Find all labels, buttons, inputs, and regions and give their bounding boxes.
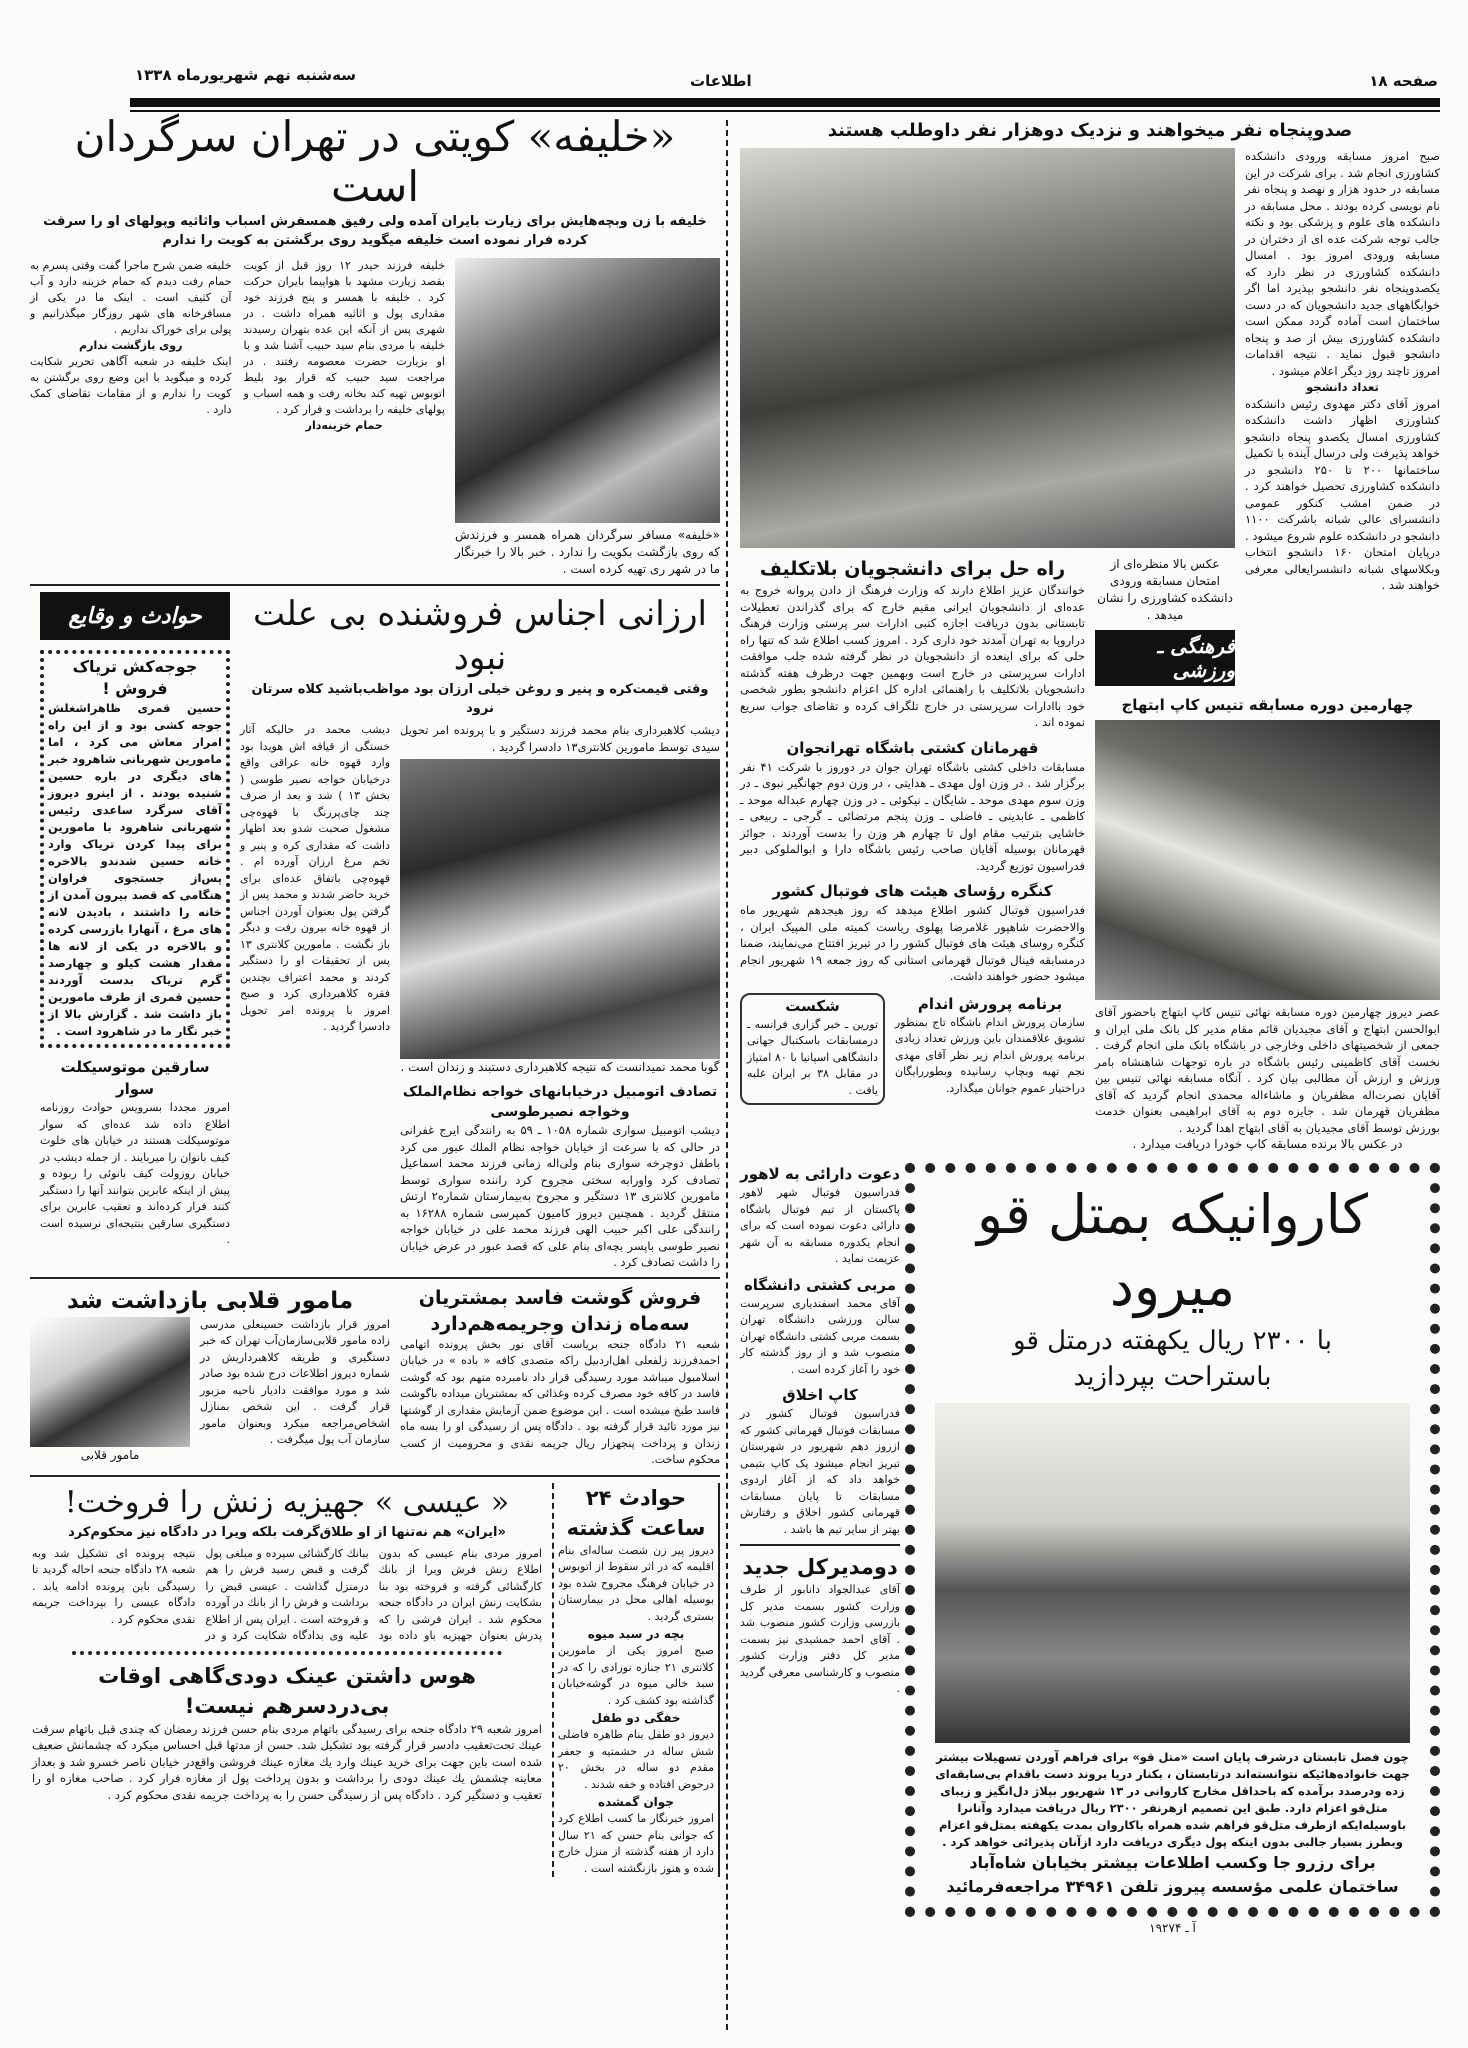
bodybuilding-defeat-row bbox=[740, 993, 1085, 1106]
khalifa-body bbox=[30, 258, 445, 434]
tennis-body: عصر دیروز چهارمین دوره مسابقه نهائی تنیس کاپ ابتهاج باحضور آقای ابوالحسن ابتهاج و آقای مجیدیان قائم مقام مدیر کل بانک ملی ایران و جمعی از شخصیتهای داخلی وخارجی در باشگاه بانک ملی انجام گرفت . نخست آقای کاظمینی رئیس باشگاه در باره توجهات شاهنشاه بامر ورزش و ارزش آن مطالبی بیان کرد . آنگاه مسابقه نهائی تنیس بین آقایان نصرت‌اله مظفریان و ماشاءاله محمدی انجام گردید که آقای مظفریان قهرمان شد . جایزه دوم به آقای ابراهیمی بعنوان خدمت بورزش توسط آقای مجیدیان به آقای ابتهاج اهدا گردید . bbox=[1095, 1005, 1440, 1135]
defeat-headline: شکست bbox=[785, 996, 840, 1015]
arrested-photo-caption: گوبا محمد نمیدانست که نتیجه کلاهبرداری دستبند و زندان است . bbox=[400, 1060, 720, 1074]
news-24h-body1: صبح امروز یکی از مامورین کلانتری ۲۱ جنازه نوزادی را که در سبد خالی میوه در گوشه‌خیابان گذاشته بود کشف کرد . bbox=[558, 1644, 714, 1707]
cheap-goods-body: دیشب محمد در حالیکه آثار خستگی از قیافه اش هویدا بود وارد قهوه خانه عراقی واقع درخیابان خواجه نصیر طوسی ( بخش ۱۳ ) شد و بعد از صرف چند چای‌پررنگ با قهوه‌چی مشغول صحبت شدو بعد اظهار داشت که مقداری کره و پنیر و تخم مرغ ارزان آورده ام . قهوه‌چی باتفاق عده‌ای برای خرید حاضر شدند و محمد پس از گرفتن پول بعنوان آوردن اجناس از قهوه خانه بیرون رفت و دیگر باز نگشت . مامورین کلانتری ۱۳ پس از تحقیقات او را دستگیر کردند و محمد اعتراف بچندین فقره کلاهبرداری کرد و صبح امروز با پرونده امر تحویل دادسرا گردید . bbox=[240, 723, 390, 1033]
divider bbox=[72, 1651, 502, 1655]
caption-banner-stack bbox=[1095, 556, 1235, 686]
motel-ghu-advertisement bbox=[905, 1163, 1440, 1917]
news-24h-headline: حوادث ۲۴ ساعت گذشته bbox=[566, 1485, 706, 1540]
university-subhead: تعداد دانشجو bbox=[1306, 380, 1379, 394]
eisa-body: امروز مردی بنام عیسی که بدون اطلاع زنش فرش ویرا از بانك کارگشائی گرفته و فروخته بود بنا بشکایت زنش ایران در دادگاه جنحه محکوم شد . ایران فرشی را که پدرش بعنوان جهیزیه باو داده بود ببانك کارگشائی سپرده و مبلغی پول گرفت و قبض رسید فرش را هم درمنزل گذاشت . عیسی قبض را برداشت و فرش را از بانك در آورده و فروخته است . ایران پس از اطلاع علیه وی بدادگاه شکایت کرد و در نتیجه پرونده ای تشکیل شد وبه شعبه ۲۸ دادگاه جنحه احاله گردید تا رسیدگی باین پرونده ادامه یابد . دادگاه عیسی را بپرداخت جریمه نقدی محکوم کرد . bbox=[32, 1546, 542, 1642]
khalifa-family-photo bbox=[455, 258, 720, 523]
opium-box bbox=[40, 650, 230, 1048]
news-24h-column bbox=[552, 1483, 720, 1878]
divider bbox=[30, 1475, 720, 1477]
tennis-headline: چهارمین دوره مسابقه تنیس کاپ ابتهاج bbox=[1121, 696, 1414, 714]
events-row bbox=[30, 592, 720, 1271]
fake-agent-content bbox=[30, 1317, 390, 1464]
tennis-caption: در عکس بالا برنده مسابقه کاپ خودرا دریافت میدارد . bbox=[1132, 1137, 1403, 1151]
left-half bbox=[30, 112, 720, 1877]
upper-right-grid bbox=[740, 148, 1440, 1153]
moto-thieves-body: امروز مجددا بسرویس حوادث روزنامه اطلاع داده شد عده‌ای که سوار موتوسیکلت هستند در خیابان های خلوت کیف بانوان را میربایند . از جمله دیشب در خیابان روزولت کیف بانوئی را ربوده و پیش از اینکه عابرین بتوانند آنها را دستگیر کنند فرار کرده‌اند و تعقیب عابرین برای دستگیری سارقین بنتیجه‌ای نرسیده است . bbox=[40, 1101, 230, 1246]
students-headline: راه حل برای دانشجویان بلاتکلیف bbox=[759, 558, 1066, 580]
ad-code: آ ـ ۱۹۲۷۴ bbox=[1149, 1921, 1196, 1935]
tennis-section bbox=[1095, 694, 1440, 1153]
eisa-headline: « عیسی » جهیزیه زنش را فروخت! bbox=[64, 1484, 510, 1520]
university-article bbox=[1245, 148, 1440, 594]
news-24h-body: دیروز پیر زن شصت ساله‌ای بنام اقلیمه که در اثر سقوط از اتوبوس در خیابان فرهنگ مجروح شده بود بوسیله اهالی محل در بیمارستان بستری گردید . bbox=[558, 1543, 714, 1623]
sunglasses-body: امروز شعبه ۲۹ دادگاه جنحه برای رسیدگی باتهام مردی بنام حسن فرزند رمضان که چندی قبل باتهام سرقت عینك تحت‌تعقیب دادسر قرار گرفته بود تشکیل شد. حسن از مدتها قبل احساس میکرد که چشمانش ضعیف شده است باین جهت برای خرید عینك وارد یك مغازه عینك فروشی واقع‌در خیابان ناصر خسرو شد و بعداز معاینه چشمش یك عینك دودی را برداشت و بدون پرداخت پول از مغازه فرار کرد . صاحب مغازه او را تعقیب و دستگیر کرد . دادگاه پس از رسیدگی حسن را به پرداخت جریمه نقدی محکوم کرد . bbox=[32, 1721, 542, 1802]
column-divider bbox=[726, 120, 728, 2030]
cheap-goods-columns bbox=[240, 722, 720, 1271]
lahore-headline: دعوت دارائی به لاهور bbox=[740, 1165, 900, 1183]
directors-body: آقای عبدالجواد دانابور از طرف وزارت کشور بسمت مدیر کل بازرسی وزارت کشور منصوب شد . آقای احمد جمشیدی نیز بسمت مدیر کل دفتر وزارت کشور منصوب و کارشناسی معرفی گردید . bbox=[740, 1583, 900, 1695]
bodybuilding-headline: برنامه پرورش اندام bbox=[917, 994, 1063, 1013]
ad-contact-line1: برای رزرو جا وکسب اطلاعات بیشتر بخیابان شاه‌آباد bbox=[969, 1853, 1376, 1872]
fake-agent-section bbox=[30, 1285, 390, 1464]
eisa-glasses-stack bbox=[32, 1483, 542, 1804]
defeat-box bbox=[740, 993, 885, 1106]
coach-body: آقای محمد اسفندیاری سرپرست سالن ورزشی دانشگاه تهران بسمت مربی کشتی دانشگاه تهران منصوب شد و از روز گذشته کار خود را آغاز کرده است . bbox=[740, 1296, 900, 1376]
university-headline: صدوپنجاه نفر میخواهند و نزدیک دوهزار نفر داوطلب هستند bbox=[827, 120, 1353, 141]
page-number: صفحه ۱۸ bbox=[1369, 72, 1438, 90]
khalifa-subhead: خلیفه با زن وبچه‌هایش برای زیارت بایران آمده ولی رفیق همسفرش اسباب واثاثیه وپولهای او را سرقت کرده فرار نموده است خلیفه میگوید روی برگشتن به کویت را ندارم bbox=[43, 214, 707, 248]
khalifa-body2: خلیفه ضمن شرح ماجرا گفت وقتی پسرم به حمام رفت دیدم که حمام خزینه دارد و آب آن کثیف است . اینک ما در یکی از مسافرخانه های شهر روزگار میگذرانیم و پولی برای خوراک نداریم . bbox=[30, 259, 232, 336]
ad-subhead-rest: باستراحت بپردازید bbox=[1073, 1362, 1272, 1392]
ethics-cup-headline: کاپ اخلاق bbox=[782, 1386, 858, 1404]
lahore-body: فدراسیون فوتبال شهر لاهور پاکستان از تیم فوتبال باشگاه دارائی دعوت نموده است که برای انجام یکدوره مسابقه به آن شهر عزیمت نماید . bbox=[740, 1186, 900, 1265]
meat-agent-row bbox=[30, 1285, 720, 1469]
right-half bbox=[740, 118, 1440, 1935]
cheap-goods-headline: ارزانی اجناس فروشنده بی علت نبود bbox=[253, 594, 707, 678]
issue-date: سه‌شنبه نهم شهریورماه ۱۳۳۸ bbox=[135, 66, 356, 84]
fake-agent-photo bbox=[30, 1317, 190, 1447]
khalifa-subhead-return: روی بازگشت ندارم bbox=[79, 339, 183, 352]
news-24h-sub1: بچه در سبد میوه bbox=[587, 1627, 685, 1641]
khalifa-subhead-bath: حمام خزینه‌دار bbox=[305, 419, 383, 432]
opium-headline: جوجه‌کش تریاک فروش ! bbox=[72, 657, 198, 698]
wrestling-body: مسابقات داخلی کشتی باشگاه تهران جوان در دوروز با شرکت ۴۱ نفر برگزار شد . در وزن اول مهدی ـ هدایتی ، در وزن دوم جهانگیر نبوی ـ در وزن سوم مهدی موحد ـ شایگان ـ نیکوئی ـ در وزن چهارم عبداله موحد ـ کاظمی ـ عابدینی ـ فاضلی ـ وزن پنجم مرتضائی ـ گرجی ـ ربیعی ـ خاشایی بترتیب مقام اول تا چهارم هر وزن را بدست آوردند . جوائز قهرمانان بوسیله آقایان صاحب رئیس باشگاه دارا و ابوالملوکی دبیر فدراسیون توزیع گردید. bbox=[740, 759, 1085, 873]
advertisement-column bbox=[905, 1163, 1440, 1935]
news-24h-sub2: خفگی دو طفل bbox=[591, 1711, 681, 1725]
khalifa-body-text: خلیفه فرزند حیدر ۱۲ روز قبل از کویت بقصد زیارت مشهد با هواپیما بایران حرکت کرد . خلیفه با همسر و پنج فرزند خود مقداری پول و اثاثیه همراه داشت . در شهری پس از آنکه این عده بتهران رسیدند خلیفه با مردی بنام سید حبیب آشنا شد و با او بزیارت حضرت معصومه رفتند . در مراجعت سید حبیب که قرار بود بلیط اتوبوس تهیه کند بخانه رفت و همه اسباب و پولهای خلیفه را برداشت و فرار کرد . bbox=[243, 259, 445, 416]
khalifa-body3: اینک خلیفه در شعبه آگاهی تحریر شکایت کرده و میگوید با این وضع روی برگشتن به کویت را ندارم و از مقامات تقاضای کمک دارد . bbox=[30, 355, 232, 416]
small-sports-column bbox=[740, 1163, 900, 1698]
cheap-goods-lead: دیشب کلاهبرداری بنام محمد فرزند دستگیر و با پرونده امر تحویل سیدی توسط مامورین کلانتری۱۳ دادسرا گردید . bbox=[400, 723, 720, 754]
defeat-body: تورین ـ خبر گزاری فرانسه ـ درمسابقات باسکتبال جهانی دانشگاهی اسپانیا با ۸۰ امتیاز در مقابل ۳۸ بر ایران غلبه یافت . bbox=[747, 1017, 878, 1097]
ad-contact-line2: ساختمان علمی مؤسسه پیروز تلفن ۳۴۹۶۱ مراجعه‌فرمائید bbox=[946, 1877, 1399, 1896]
fake-agent-photo-caption: مامور قلابی bbox=[80, 1447, 140, 1462]
sunglasses-headline: هوس داشتن عینک دودی‌گاهی اوقات بی‌دردسرهم نیست! bbox=[98, 1663, 476, 1718]
bodybuilding-body: سازمان پرورش اندام باشگاه تاج بمنظور تشویق علاقمندان باین ورزش تعداد زیادی برنامه پرورش اندام زیر نظر آقای مهدی نجم تهیه وبچاپ رسانیده وبطوررایگان دراختیار عموم جوانان میگذارد. bbox=[895, 1015, 1085, 1095]
opium-body: حسین قمری ظاهراشغلش جوجه کشی بود و از این راه امرار معاش می کرد ، اما مامورین شهربانی شاهرود خبر های دیگری در باره حسین شنیده بودند . از اینرو دیروز آقای سرگرد ساعدی رئیس شهربانی شاهرود با مامورین برای پیدا کردن تریاک وارد خانه حسین شدندو بالاخره پس‌از جستجوی فراوان هنگامی که قصد بیرون آمدن از خانه را داشتند ، بادیدن لانه های مرغ ، آنهارا بازرسی کرده و بالاخره در یکی از لانه ها مقدار هشت کیلو و چهارصد گرم تریاک بدست آوردند حسین قمری از طرف مامورین باز داشت شد . گزارش بالا از خبر نگار ما در شاهرود است . bbox=[48, 701, 222, 1038]
divider bbox=[30, 1277, 720, 1279]
students-body: خوانندگان عزیز اطلاع دارند که وزارت فرهنگ از دادن پروانه خروج به عده‌ای از دانشجویان ایرانی مقیم خارج که برای گذراندن تعطیلات تابستانی بدون دریافت اجازه کتبی ادارات سر پرستی وزارت فرهنگ دراروپا به تهران آمدند خود داری کرد . امروز کسب اطلاع شد که تنها راه حلی که برای اینعده از دانشجویان در نظر گرفته شده جلب موافقت ادارات سرپرستی در خارج است وبهمین جهت درظرف هفته گذشته دانشجویان بلاتکلیف با راهنمائی اداره کل اعزام دانشجو بطور شخصی خود باادارات سرپرستی در خارج تلگراف کرده و تقاضای جواب سریع نموده اند . bbox=[740, 583, 1085, 729]
divider bbox=[740, 1544, 900, 1546]
accident-headline: تصادف اتومبیل درخیابانهای خواجه نظام‌الملک وخواجه نصیرطوسی bbox=[402, 1084, 718, 1120]
football-congress-headline: کنگره رؤسای هیئت های فوتبال کشور bbox=[772, 882, 1053, 900]
rotten-meat-body: شعبه ۲۱ دادگاه جنحه بریاست آقای نور بخش پرونده اتهامی احمدفرزند زلفعلی اهل‌اردبیل راکه متصدی کافه « باده » در خیابان اسلامبول میباشد مورد رسیدگی قرار داد نامبرده متهم بود که گوشت فاسد در کافه خود مصرف کرده وغذائی که بمشتریان میداده باگوشت فاسد طبخ میشده است . این موضوع ضمن آزمایش مقداری از گوشتها نیز مورد تائید قرار گرفته بود . دادگاه پس از رسیدگی او را بسه ماه زندان و پرداخت پنجهزار ریال جریمه نقدی و محرومیت از کسب محکوم ساخت. bbox=[400, 1337, 720, 1466]
news-24h-sub3: جوان گمشده bbox=[598, 1795, 674, 1809]
khalifa-row bbox=[30, 258, 720, 578]
accident-body: دیشب اتومبیل سواری شماره ۱۰۵۸ ـ ۵۹ به رانندگی ایرج غفرانی در حالی که با سرعت از خیابان خواجه نظام الملك عبور می کرد باطفل دوچرخه سواری بنام ولی‌اله زمانی فرزند محمد اسماعیل تصادف کرد واورابه سختی مجروح کرد راننده سواری توسط مامورین کلانتری ۱۳ دستگیر و مجروح به‌بیمارستان شماره۲ ارتش منتقل گردید . همچنین دیروز کامیون کمپرسی شماره ۱۶۲۸۸ به رانندگی علی اکبر حبیب الهی فرزند محمد علی در خیابان خواجه نصیر طوسی باپسر بچه‌ای بنام علی که قصد عبور در عرض خیابان را داشت تصادف کرد . bbox=[400, 1123, 720, 1269]
directors-headline: دومدیرکل جدید bbox=[742, 1555, 898, 1579]
news-24h-body3: امروز خبرنگار ما کسب اطلاع کرد که جوانی بنام حسن که ۲۱ سال دارد از هفته گذشته از منزل خارج شده و هنوز بازنگشته است . bbox=[558, 1812, 714, 1875]
news-24h-body2: دیروز دو طفل بنام طاهره فاضلی شش ساله در حشمتیه و جعفر مقدم دو ساله در بخش ۲۰ درحوض افتاده و خفه شدند . bbox=[558, 1728, 714, 1791]
khalifa-photo-column bbox=[455, 258, 720, 578]
wrestling-headline: قهرمانان کشتی باشگاه تهرانجوان bbox=[786, 738, 1039, 757]
fake-agent-body: امروز قرار بازداشت حسینعلی مدرسی زاده مامور قلابی‌سازمان‌آب تهران که خبر دستگیری و طریقه کلاهبرداریش در شماره دیروز اطلاعات درج شده بود صادر شد و مورد موافقت دادیار ناحیه مزبور قرار گرفت . این شخص بمنازل اشخاص‌مراجعه میکرد وبعنوان مامور سازمان آب پول میگرفت . bbox=[200, 1317, 390, 1446]
cheap-goods-main bbox=[400, 722, 720, 1271]
football-congress-body: فدراسیون فوتبال کشور اطلاع میدهد که روز هیجدهم شهریور ماه والاحضرت شاهپور غلامرضا پهلوی ریاست کمیته ملی المپیک ایران ، کنگره روسای هیئت های فوتبال کشور را در تبریز افتتاح می‌نمایند، ضمنا درمسابقه فینال فوتبال قهرمانی استانی که روز جمعه ۱۹ شهریور انجام میشود حضور خواهند داشت. bbox=[740, 903, 1086, 983]
arrested-man-photo bbox=[400, 759, 720, 1059]
khalifa-headline: «خلیفه» کویتی در تهران سرگردان است bbox=[74, 112, 676, 211]
lower-right-row bbox=[740, 1163, 1440, 1935]
bodybuilding-item bbox=[895, 993, 1085, 1098]
rotten-meat-headline: فروش گوشت فاسد بمشتریان سه‌ماه زندان وجریمه‌هم‌دارد bbox=[418, 1286, 702, 1335]
coach-headline: مربی کشتی دانشگاه bbox=[743, 1275, 897, 1294]
exam-photo-caption: عکس بالا منظره‌ای از امتحان مسابقه ورودی دانشکده کشاورزی را نشان میدهد . bbox=[1097, 557, 1233, 622]
cheap-goods-section bbox=[240, 592, 720, 1271]
ad-subhead-price: با ۲۳۰۰ ریال یکهفته درمتل قو bbox=[1013, 1326, 1332, 1356]
divider bbox=[30, 584, 720, 586]
events-side-column bbox=[40, 592, 230, 1249]
ad-headline: کاروانیکه بمتل قو میرود bbox=[977, 1183, 1368, 1318]
tennis-award-photo bbox=[1095, 720, 1440, 1000]
exam-hall-photo bbox=[740, 148, 1235, 548]
fake-agent-photo-column bbox=[30, 1317, 190, 1464]
sports-news-stack bbox=[740, 556, 1085, 1105]
eisa-subhead: «ایران» هم نه‌تنها از او طلاق‌گرفت بلکه ویرا در دادگاه نیز محکوم‌کرد bbox=[68, 1524, 506, 1540]
university-body: صبح امروز مسابقه ورودی دانشکده کشاورزی انجام شد . برای شرکت در این مسابقه در حدود هزار و نهصد و پنجاه نفر نام نویسی کرده بودند . محل مسابقه در دانشکده های علوم و پزشکی بود و نکته جالب توجه شرکت عده ای از دختران در مسابقه ورودی امروز بود . امسال دانشکده کشاورزی در نظر دارد که یکصدوپنجاه نفر دانشجو بپذیرد اما اگر خوابگاههای جدید دانشجویان که در دست ساختمان است آماده گردد ممکن است دانشکده کشاورزی بیش از صد و پنجاه دانشجو قبول نماید . نتیجه اقدامات امروز تاچند روز دیگر اعلام میشود . bbox=[1245, 149, 1440, 378]
motel-beach-photo bbox=[935, 1403, 1410, 1743]
ad-body: چون فصل تابستان درشرف پایان است «متل قو» برای فراهم آوردن تسهیلات بیشتر جهت خانواده‌هائیکه نتوانسته‌اند درتابستان ، بکنار دریا بروند دست باقدام بی‌سابقه‌ای زده ودرصدد برآمده که باحداقل مخارج کاروانی در ۱۳ شهریور بپلاژ دل‌انگیز و زیبای متل‌قو اعزام دارد. طبق این تصمیم ازهرنفر ۲۳۰۰ ریال دریافت میدارد وآنانرا باوسیله‌ایکه ازطرف متل‌قو فراهم شده همراه باکاروان بمدت یکهفته بمتل‌قو اعزام وبطرز بسیار جالبی بدون اینکه پول دیگری دریافت دارد ازآنان پذیرائی خواهد کرد . bbox=[935, 1750, 1410, 1849]
rotten-meat-section bbox=[400, 1285, 720, 1469]
moto-thieves-headline: سارقین موتوسیکلت سوار bbox=[60, 1058, 210, 1098]
fake-agent-headline: مامور قلابی بازداشت شد bbox=[66, 1287, 354, 1314]
paper-name: اطلاعات bbox=[690, 72, 752, 90]
culture-sports-banner: فرهنگی ـ ورزشی bbox=[1095, 630, 1235, 686]
events-section-banner: حوادث و وقایع bbox=[40, 592, 230, 640]
university-body2: امروز آقای دکتر مهدوی رئیس دانشکده کشاورزی اظهار داشت دانشکده کشاورزی امسال یکصدو پنجاه دانشجو خواهد پذیرفت ولی درسال آینده با تکمیل ساختمانها ۲۰۰ تا ۲۵۰ دانشجو در دانشکده کشاورزی تحصیل خواهند کرد . در ضمن امشب کنکور عمومی دانشسرای عالی شبانه باشرکت ۱۱۰۰ دانشجو در دانشکده علوم شروع میشود . درپایان امتحان ۱۶۰ دانشجو انتخاب وبکلاسهای شبانه دانشسرایعالی معرفی خواهند شد . bbox=[1245, 396, 1440, 592]
bottom-left-row bbox=[30, 1483, 720, 1878]
ethics-cup-body: فدراسیون فوتبال کشور در مسابقات فوتبال قهرمانی کشور که ازروز دهم شهریور در شهرستان تبریز انجام میشود یک کاپ بتیمی خواهد داد که از آغاز اردوی مسابقات تا پایان مسابقات قهرمانی کشور اخلاق و رفتارش بهتر از سایر تیم ها باشد . bbox=[740, 1407, 900, 1536]
masthead-rule bbox=[130, 98, 1440, 107]
cheap-goods-subhead: وقتی قیمت‌کره و پنیر و روغن خیلی ارزان بود مواظب‌باشید کلاه سرتان نرود bbox=[251, 682, 709, 716]
khalifa-photo-caption: «خلیفه» مسافر سرگردان همراه همسر و فرزندش که روی بازگشت بکویت را ندارد . خبر بالا را خبرنگار ما در شهر ری تهیه کرده است . bbox=[455, 528, 720, 576]
